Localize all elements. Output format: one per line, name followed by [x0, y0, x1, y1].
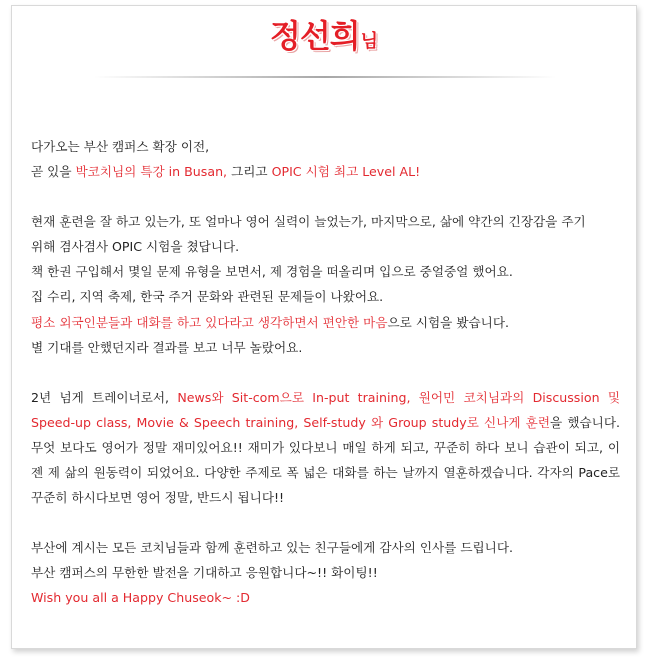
highlight-text: 박코치님의 특강 in Busan,: [75, 164, 228, 180]
paragraph-gap: [31, 184, 620, 209]
title-area: [12, 16, 636, 62]
para4-line1: 부산에 계시는 모든 코치님들과 함께 훈련하고 있는 친구들에게 감사의 인사를 드립니다.: [31, 540, 513, 556]
text-span: 곧 있을: [31, 164, 76, 180]
title-divider: [94, 76, 556, 78]
text-span: 2년 넘게 트레이너로서,: [31, 389, 178, 405]
page-title: [270, 16, 378, 62]
text-span: 으로 시험을 봤습니다.: [387, 314, 509, 330]
title-suffix: 님: [360, 31, 379, 52]
title-name: 정선희: [269, 17, 360, 55]
para2-line3: 책 한권 구입해서 몇일 문제 유형을 보면서, 제 경험을 떠올리며 입으로 중얼중얼 했어요.: [31, 264, 513, 280]
para1-line2: [31, 159, 620, 184]
highlight-text: 평소 외국인분들과 대화를 하고 있다라고 생각하면서 편안한 마음: [31, 314, 388, 330]
highlight-text: News와 Sit-com으로 In-put training, 원어민 코치님과의 Discussion 및 Speed-up class, Movie & Speech training, Self-study 와 Group study로 신나게 훈련: [31, 389, 620, 430]
testimonial-body: [31, 134, 620, 611]
para2-line5: [31, 310, 620, 335]
para1-line1: 다가오는 부산 캠퍼스 확장 이전,: [31, 139, 210, 154]
para3: [31, 385, 620, 510]
text-span: 을 했습니다. 무엇 보다도 영어가 정말 재미있어요!! 재미가 있다보니 매일 하게 되고, 꾸준히 하다 보니 습관이 되고, 이젠 제 삶의 원동력이 되었어요. 다양한 주제로 폭 넓은 대화를 하는 날까지 열훈하겠습니다. 각자의 Pace로 꾸준히 하시다보면 영어 정말, 반드시 됩니다!!: [31, 414, 620, 506]
para2-line4: 집 수리, 지역 축제, 한국 주거 문화와 관련된 문제들이 나왔어요.: [31, 289, 384, 305]
para2-line6: 별 기대를 안했던지라 결과를 보고 너무 놀랐어요.: [31, 339, 303, 355]
highlight-text: OPIC 시험 최고 Level AL!: [271, 164, 421, 180]
paragraph-gap: [31, 510, 620, 535]
testimonial-card: [11, 5, 637, 649]
text-span: 그리고: [227, 164, 272, 180]
para2-line1: 현재 훈련을 잘 하고 있는가, 또 얼마나 영어 실력이 늘었는가, 마지막으로, 삶에 약간의 긴장감을 주기: [31, 214, 586, 230]
para2-line2: 위해 겸사겸사 OPIC 시험을 쳤답니다.: [31, 239, 240, 255]
para4-line3: Wish you all a Happy Chuseok~ :D: [31, 590, 250, 606]
paragraph-gap: [31, 360, 620, 385]
para4-line2: 부산 캠퍼스의 무한한 발전을 기대하고 응원합니다~!! 화이팅!!: [31, 565, 378, 581]
